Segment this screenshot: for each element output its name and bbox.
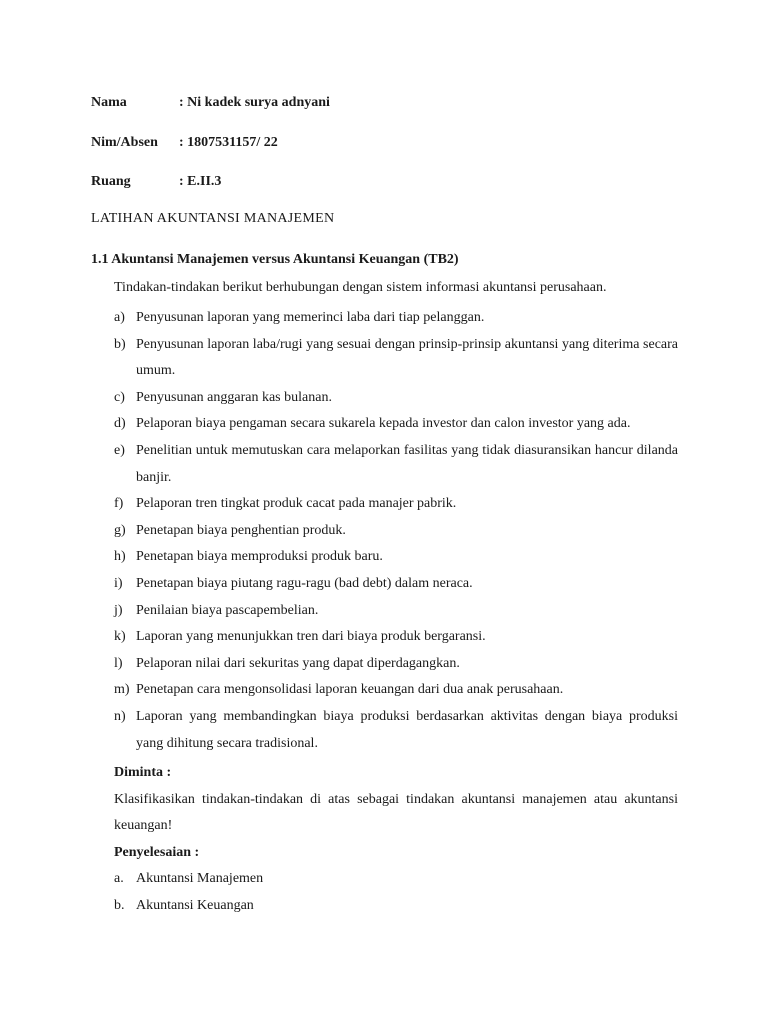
diminta-text: Klasifikasikan tindakan-tindakan di atas sebagai tindakan akuntansi manajemen atau akuntansi keuangan! (114, 791, 678, 834)
list-item-text: Penetapan biaya penghentian produk. (136, 522, 346, 538)
list-item (114, 518, 678, 545)
list-item-text: Penyusunan laporan laba/rugi yang sesuai dengan prinsip-prinsip akuntansi yang diterima secara umum. (136, 336, 678, 379)
info-row-nim (91, 135, 278, 151)
info-label: Nama (91, 95, 127, 110)
list-item (114, 385, 678, 412)
answer-marker: a. (114, 871, 124, 887)
list-item (114, 438, 678, 491)
diminta-label: Diminta : (114, 765, 172, 780)
list-marker: c) (114, 389, 125, 405)
list-marker: k) (114, 629, 126, 645)
list-marker: g) (114, 522, 126, 538)
list-item (114, 598, 678, 625)
list-item (114, 305, 678, 332)
answer-list (114, 866, 678, 919)
list-item (114, 411, 678, 438)
list-item-text: Pelaporan tren tingkat produk cacat pada manajer pabrik. (136, 496, 457, 512)
info-value: : 1807531157/ 22 (179, 135, 278, 150)
section-intro: Tindakan-tindakan berikut berhubungan dengan sistem informasi akuntansi perusahaan. (114, 280, 607, 295)
answer-item (114, 893, 678, 920)
info-row-nama (91, 95, 330, 111)
list-marker: b) (114, 336, 126, 352)
list-item-text: Penetapan cara mengonsolidasi laporan keuangan dari dua anak perusahaan. (136, 682, 564, 698)
action-list (114, 305, 678, 757)
answer-item (114, 866, 678, 893)
info-row-ruang (91, 174, 221, 190)
list-item-text: Penyusunan laporan yang memerinci laba dari tiap pelanggan. (136, 310, 485, 325)
list-item (114, 332, 678, 385)
list-item-text: Penyusunan anggaran kas bulanan. (136, 389, 332, 405)
list-item-text: Laporan yang menunjukkan tren dari biaya produk bergaransi. (136, 629, 486, 645)
list-item-text: Penetapan biaya memproduksi produk baru. (136, 549, 383, 565)
list-item-text: Laporan yang membandingkan biaya produksi berdasarkan aktivitas dengan biaya produksi yang dihitung secara tradisional. (136, 708, 678, 751)
list-item (114, 571, 678, 598)
list-marker: j) (114, 602, 123, 618)
list-item (114, 677, 678, 704)
task-section (114, 760, 678, 920)
answer-marker: b. (114, 897, 125, 913)
list-marker: n) (114, 708, 126, 724)
list-item-text: Penetapan biaya piutang ragu-ragu (bad debt) dalam neraca. (136, 575, 473, 591)
answer-text: Akuntansi Keuangan (136, 897, 254, 913)
list-item (114, 491, 678, 518)
penyelesaian-label: Penyelesaian : (114, 844, 200, 860)
list-item-text: Penelitian untuk memutuskan cara melaporkan fasilitas yang tidak diasuransikan hancur dilanda banjir. (136, 442, 678, 485)
section-heading: 1.1 Akuntansi Manajemen versus Akuntansi Keuangan (TB2) (91, 252, 459, 267)
list-item-text: Pelaporan nilai dari sekuritas yang dapat diperdagangkan. (136, 655, 460, 671)
answer-text: Akuntansi Manajemen (136, 871, 264, 887)
list-marker: d) (114, 416, 126, 432)
list-marker: e) (114, 442, 125, 458)
info-value: : Ni kadek surya adnyani (179, 95, 330, 110)
info-label: Ruang (91, 174, 131, 189)
info-value: : E.II.3 (179, 174, 222, 189)
list-marker: i) (114, 575, 123, 591)
info-label: Nim/Absen (91, 135, 158, 150)
list-marker: f) (114, 496, 124, 512)
list-item (114, 651, 678, 678)
list-item-text: Penilaian biaya pascapembelian. (136, 602, 319, 618)
list-marker: m) (114, 682, 130, 698)
document-title: LATIHAN AKUNTANSI MANAJEMEN (91, 211, 335, 226)
list-marker: a) (114, 310, 125, 325)
list-marker: l) (114, 655, 123, 671)
list-item-text: Pelaporan biaya pengaman secara sukarela kepada investor dan calon investor yang ada. (136, 416, 631, 432)
list-item (114, 704, 678, 757)
list-marker: h) (114, 549, 126, 565)
list-item (114, 624, 678, 651)
list-item (114, 544, 678, 571)
